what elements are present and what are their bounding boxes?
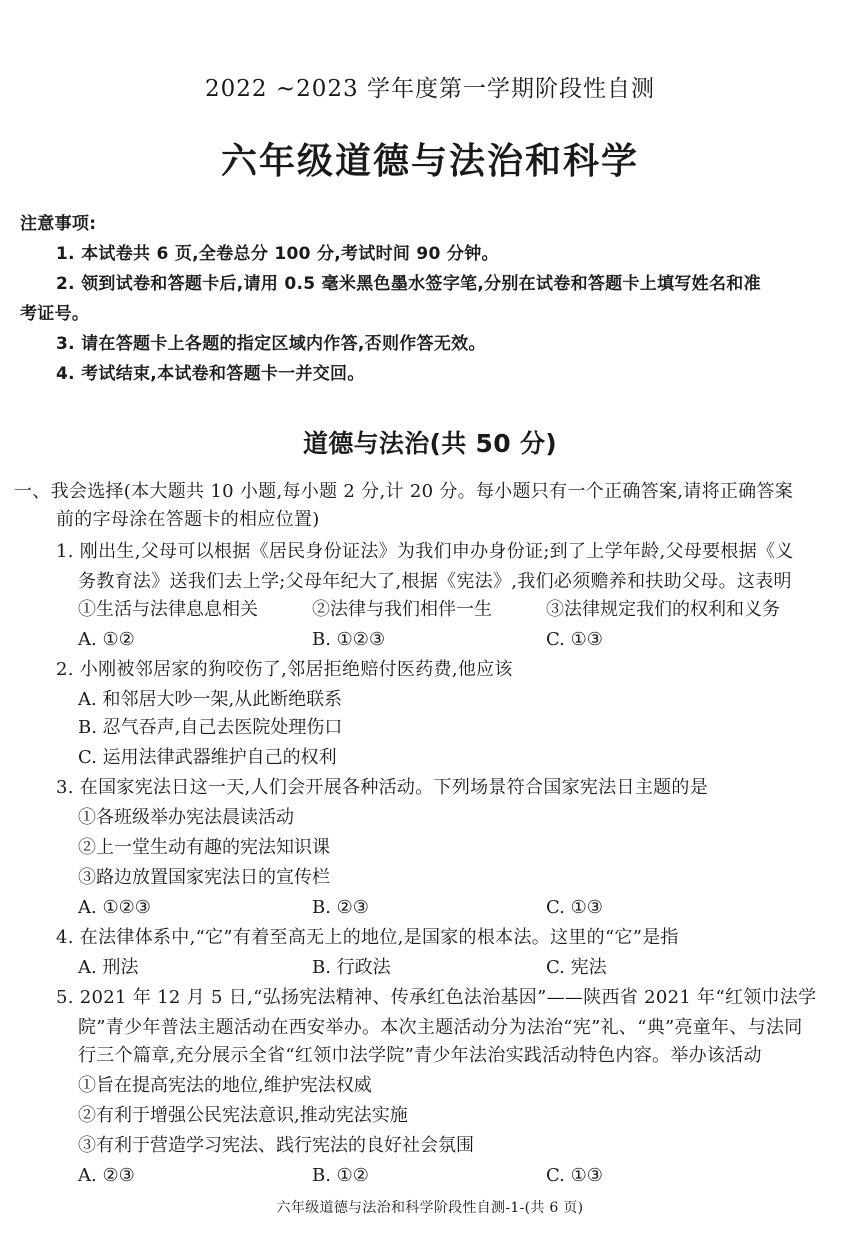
part-instruction-line1: 一、我会选择(本大题共 10 小题,每小题 2 分,计 20 分。每小题只有一个正确答案,请将正确答案 xyxy=(14,481,794,502)
q1-option-b: B. ①②③ xyxy=(312,629,386,650)
q2-option-b: B. 忍气吞声,自己去医院处理伤口 xyxy=(78,717,343,738)
q3-option-a: A. ①②③ xyxy=(78,897,151,918)
notice-heading: 注意事项: xyxy=(20,214,97,234)
q1-statement: ①生活与法律息息相关 xyxy=(78,599,258,620)
page-footer: 六年级道德与法治和科学阶段性自测-1-(共 6 页) xyxy=(276,1200,584,1216)
exam-title: 六年级道德与法治和科学 xyxy=(220,141,639,182)
section-title: 道德与法治(共 50 分) xyxy=(303,429,557,458)
q5-stem-line3: 行三个篇章,充分展示全省“红领巾法学院”青少年法治实践活动特色内容。举办该活动 xyxy=(78,1045,762,1066)
q1-statement: ③法律规定我们的权利和义务 xyxy=(546,599,780,620)
q5-stem-line1: 5. 2021 年 12 月 5 日,“弘扬宪法精神、传承红色法治基因”——陕西省 2021 年“红领巾法学 xyxy=(56,987,817,1008)
q2-stem: 2. 小刚被邻居家的狗咬伤了,邻居拒绝赔付医药费,他应该 xyxy=(56,659,513,680)
notice-item: 1. 本试卷共 6 页,全卷总分 100 分,考试时间 90 分钟。 xyxy=(56,244,499,264)
part-instruction-line2: 前的字母涂在答题卡的相应位置) xyxy=(56,509,320,530)
notice-item: 2. 领到试卷和答题卡后,请用 0.5 毫米黑色墨水签字笔,分别在试卷和答题卡上填写姓名和准 xyxy=(56,274,761,294)
q3-option-b: B. ②③ xyxy=(312,897,369,918)
q2-option-c: C. 运用法律武器维护自己的权利 xyxy=(78,747,337,768)
q3-statement: ②上一堂生动有趣的宪法知识课 xyxy=(78,837,330,858)
q4-option-a: A. 刑法 xyxy=(78,957,139,978)
q2-option-a: A. 和邻居大吵一架,从此断绝联系 xyxy=(78,689,343,710)
q3-statement: ①各班级举办宪法晨读活动 xyxy=(78,807,294,828)
q5-option-c: C. ①③ xyxy=(546,1165,603,1186)
q3-statement: ③路边放置国家宪法日的宣传栏 xyxy=(78,867,330,888)
q4-option-b: B. 行政法 xyxy=(312,957,391,978)
notice-item-continued: 考证号。 xyxy=(20,304,90,324)
exam-period-heading: 2022 ~2023 学年度第一学期阶段性自测 xyxy=(205,76,655,102)
q4-option-c: C. 宪法 xyxy=(546,957,607,978)
q5-option-a: A. ②③ xyxy=(78,1165,135,1186)
notice-item: 3. 请在答题卡上各题的指定区域内作答,否则作答无效。 xyxy=(56,334,486,354)
q1-option-a: A. ①② xyxy=(78,629,135,650)
q5-stem-line2: 院”青少年普法主题活动在西安举办。本次主题活动分为法治“宪”礼、“典”亮童年、与法同 xyxy=(78,1017,803,1038)
q3-stem: 3. 在国家宪法日这一天,人们会开展各种活动。下列场景符合国家宪法日主题的是 xyxy=(56,777,709,798)
q5-statement: ①旨在提高宪法的地位,维护宪法权威 xyxy=(78,1075,372,1096)
q1-stem-line1: 1. 刚出生,父母可以根据《居民身份证法》为我们申办身份证;到了上学年龄,父母要根据《义 xyxy=(56,541,794,562)
part-instruction xyxy=(14,480,793,504)
q4-stem: 4. 在法律体系中,“它”有着至高无上的地位,是国家的根本法。这里的“它”是指 xyxy=(56,927,679,948)
q1-stem-line2: 务教育法》送我们去上学;父母年纪大了,根据《宪法》,我们必须赡养和扶助父母。这表明 xyxy=(78,571,792,592)
q5-option-b: B. ①② xyxy=(312,1165,369,1186)
q1-option-c: C. ①③ xyxy=(546,629,603,650)
q1-statement: ②法律与我们相伴一生 xyxy=(312,599,492,620)
q5-statement: ③有利于营造学习宪法、践行宪法的良好社会氛围 xyxy=(78,1135,474,1156)
q5-statement: ②有利于增强公民宪法意识,推动宪法实施 xyxy=(78,1105,408,1126)
notice-item: 4. 考试结束,本试卷和答题卡一并交回。 xyxy=(56,364,365,384)
q3-option-c: C. ①③ xyxy=(546,897,603,918)
